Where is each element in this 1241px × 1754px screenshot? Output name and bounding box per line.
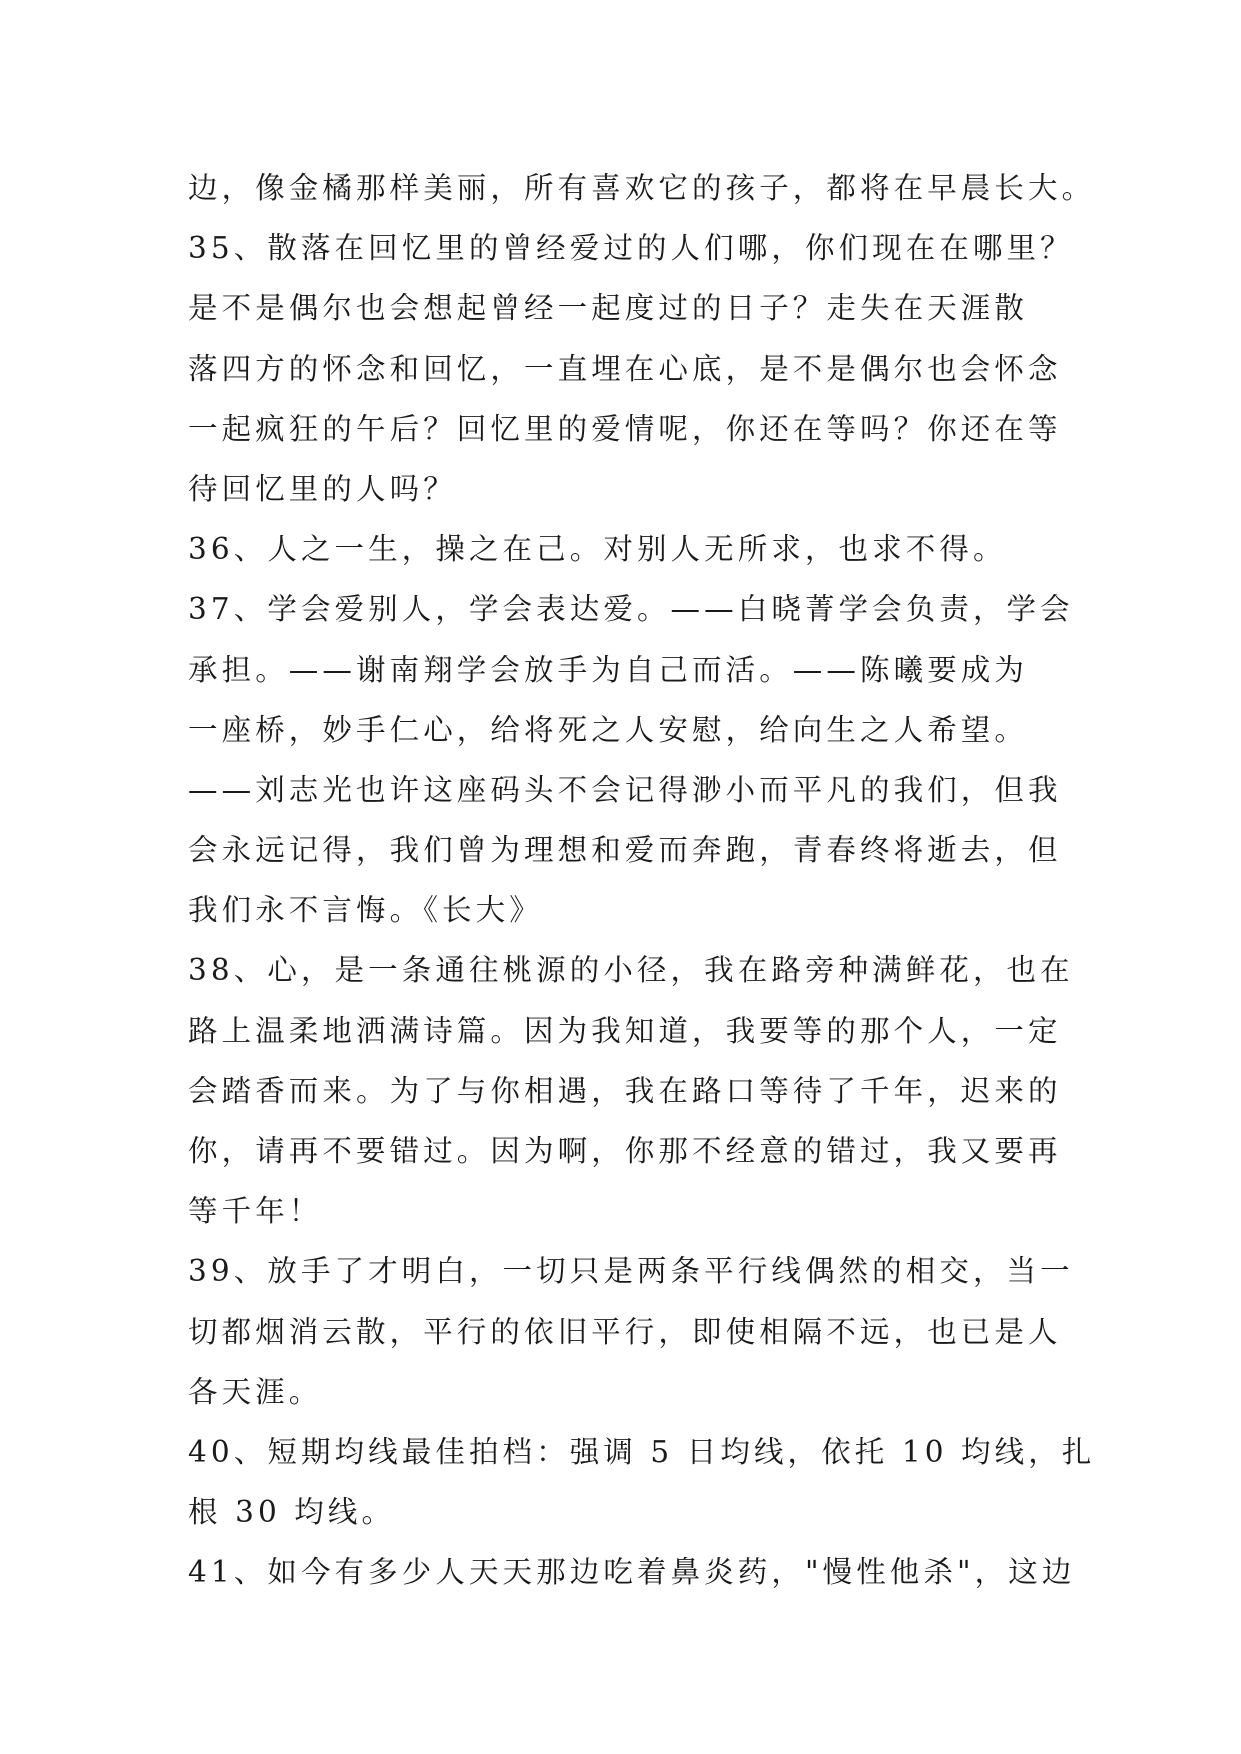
text-line: 是不是偶尔也会想起曾经一起度过的日子？走失在天涯散 — [188, 291, 1029, 326]
text-line: 你，请再不要错过。因为啊，你那不经意的错过，我又要再 — [188, 1134, 1062, 1168]
text-line: 40、短期均线最佳拍档：强调 5 日均线，依托 10 均线，扎 — [188, 1434, 1096, 1469]
text-line: 37、学会爱别人，学会表达爱。——白晓菁学会负责，学会 — [188, 592, 1074, 627]
text-line: 38、心，是一条通往桃源的小径，我在路旁种满鲜花，也在 — [188, 953, 1074, 988]
text-line: ——刘志光也许这座码头不会记得渺小而平凡的我们，但我 — [188, 772, 1062, 807]
text-line: 路上温柔地洒满诗篇。因为我知道，我要等的那个人，一定 — [188, 1013, 1062, 1048]
text-line: 一座桥，妙手仁心，给将死之人安慰，给向生之人希望。 — [188, 712, 1029, 747]
text-line: 待回忆里的人吗？ — [188, 471, 457, 506]
text-line: 会永远记得，我们曾为理想和爱而奔跑，青春终将逝去，但 — [188, 833, 1062, 868]
text-line: 35、散落在回忆里的曾经爱过的人们哪，你们现在在哪里？ — [188, 231, 1074, 266]
text-line: 各天涯。 — [188, 1374, 323, 1409]
text-line: 根 30 均线。 — [188, 1495, 396, 1530]
text-line: 我们永不言悔。《长大》 — [188, 893, 543, 928]
text-line: 切都烟消云散，平行的依旧平行，即使相隔不远，也已是人 — [188, 1314, 1062, 1349]
text-line: 39、放手了才明白，一切只是两条平行线偶然的相交，当一 — [188, 1254, 1074, 1289]
text-line: 41、如今有多少人天天那边吃着鼻炎药，"慢性他杀"，这边 — [188, 1555, 1076, 1590]
text-line: 落四方的怀念和回忆，一直埋在心底，是不是偶尔也会怀念 — [188, 351, 1062, 386]
text-line: 边，像金橘那样美丽，所有喜欢它的孩子，都将在早晨长大。 — [188, 171, 1096, 205]
text-line: 等千年！ — [188, 1194, 323, 1229]
text-line: 会踏香而来。为了与你相遇，我在路口等待了千年，迟来的 — [188, 1073, 1062, 1108]
text-line: 一起疯狂的午后？回忆里的爱情呢，你还在等吗？你还在等 — [188, 411, 1062, 446]
text-line: 36、人之一生，操之在己。对别人无所求，也求不得。 — [188, 532, 1007, 567]
document-body — [188, 158, 1096, 1603]
text-line: 承担。——谢南翔学会放手为自己而活。——陈曦要成为 — [188, 652, 1028, 687]
